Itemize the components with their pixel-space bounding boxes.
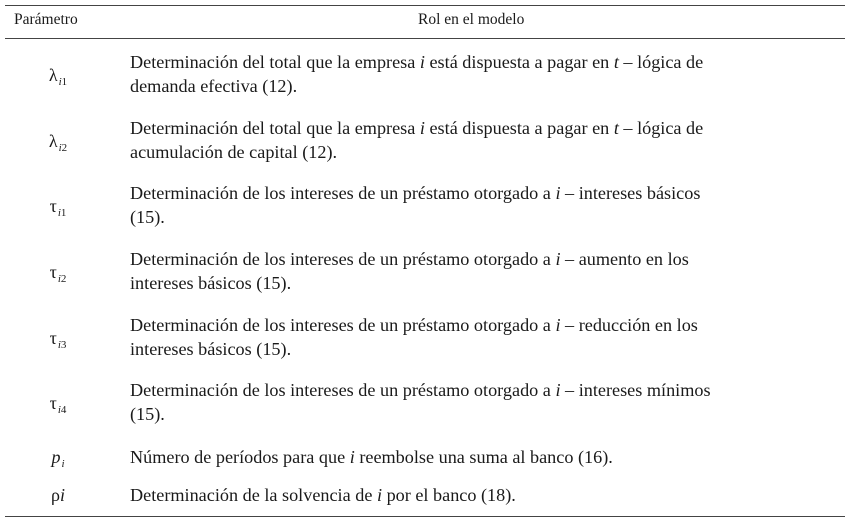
param-description: Determinación de los intereses de un préstamo otorgado a i – intereses básicos (15). xyxy=(130,183,701,227)
param-symbol: $\lambda_{i2}$ xyxy=(48,131,68,154)
param-description: Determinación de la solvencia de i por el banco (18). xyxy=(130,485,516,505)
param-description: Determinación del total que la empresa i está dispuesta a pagar en t – lógica de acumulación de capital (12). xyxy=(130,118,704,162)
header-rule xyxy=(5,38,845,39)
param-description: Determinación de los intereses de un préstamo otorgado a i – reducción en los intereses básicos (15). xyxy=(130,315,698,359)
param-symbol: $\lambda_{i1}$ xyxy=(48,65,68,88)
param-symbol: $\tau_{i4}$ xyxy=(49,393,67,416)
param-symbol: $\tau_{i3}$ xyxy=(49,328,67,351)
param-description: Determinación del total que la empresa i está dispuesta a pagar en t – lógica de demanda efectiva (12). xyxy=(130,52,704,96)
table-top-rule xyxy=(5,5,845,6)
header-role: Rol en el modelo xyxy=(418,11,525,28)
param-symbol: $p_i$ xyxy=(51,447,65,470)
param-symbol: $\tau_{i2}$ xyxy=(49,262,67,285)
table-bottom-rule xyxy=(5,516,845,517)
param-description: Número de períodos para que i reembolse una suma al banco (16). xyxy=(130,447,613,467)
param-symbol: $\tau_{i1}$ xyxy=(49,196,67,219)
param-description: Determinación de los intereses de un préstamo otorgado a i – aumento en los intereses básicos (15). xyxy=(130,249,689,293)
param-symbol: ρi xyxy=(51,485,65,505)
header-parameter: Parámetro xyxy=(14,11,78,28)
param-description: Determinación de los intereses de un préstamo otorgado a i – intereses mínimos (15). xyxy=(130,380,711,424)
